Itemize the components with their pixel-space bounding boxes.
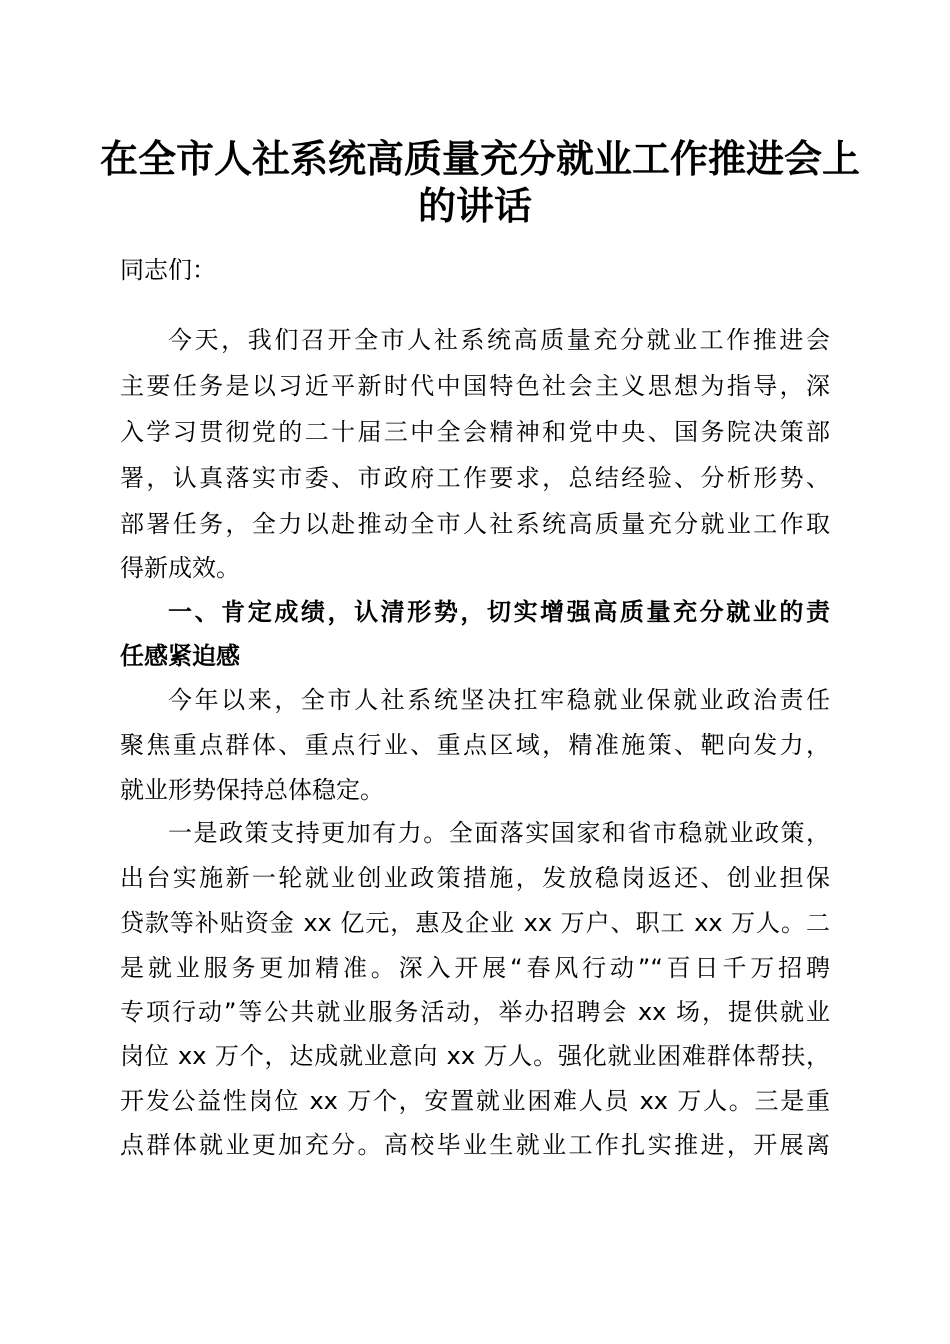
paragraph-line: 就业形势保持总体稳定。	[120, 776, 384, 804]
paragraph-line: 一是政策支持更加有力。全面落实国家和省市稳就业政策，	[168, 819, 830, 847]
section-heading-line: 一、肯定成绩，认清形势，切实增强高质量充分就业的责	[168, 598, 830, 626]
paragraph-line: 是就业服务更加精准。深入开展“春风行动”“百日千万招聘	[120, 954, 830, 982]
paragraph-line: 点群体就业更加充分。高校毕业生就业工作扎实推进，开展离	[120, 1131, 830, 1159]
paragraph-line: 署，认真落实市委、市政府工作要求，总结经验、分析形势、	[120, 464, 830, 492]
paragraph-line: 主要任务是以习近平新时代中国特色社会主义思想为指导，深	[120, 372, 830, 400]
paragraph-line: 今年以来，全市人社系统坚决扛牢稳就业保就业政治责任	[168, 686, 830, 714]
paragraph-line: 贷款等补贴资金 xx 亿元，惠及企业 xx 万户、职工 xx 万人。二	[120, 909, 830, 937]
paragraph-line: 得新成效。	[120, 554, 240, 582]
paragraph-line: 专项行动”等公共就业服务活动，举办招聘会 xx 场，提供就业	[120, 998, 830, 1026]
paragraph-line: 聚焦重点群体、重点行业、重点区域，精准施策、靶向发力，	[120, 731, 830, 759]
section-heading-line: 任感紧迫感	[120, 642, 240, 670]
paragraph-line: 今天，我们召开全市人社系统高质量充分就业工作推进会	[168, 326, 830, 354]
paragraph-line: 开发公益性岗位 xx 万个，安置就业困难人员 xx 万人。三是重	[120, 1087, 830, 1115]
document-title-line-2: 的讲话	[417, 183, 532, 228]
document-title-line-1: 在全市人社系统高质量充分就业工作推进会上	[100, 136, 861, 181]
paragraph-line: 出台实施新一轮就业创业政策措施，发放稳岗返还、创业担保	[120, 864, 830, 892]
salutation: 同志们：	[120, 256, 216, 284]
paragraph-line: 岗位 xx 万个，达成就业意向 xx 万人。强化就业困难群体帮扶，	[120, 1042, 830, 1070]
paragraph-line: 入学习贯彻党的二十届三中全会精神和党中央、国务院决策部	[120, 418, 830, 446]
paragraph-line: 部署任务，全力以赴推动全市人社系统高质量充分就业工作取	[120, 510, 830, 538]
